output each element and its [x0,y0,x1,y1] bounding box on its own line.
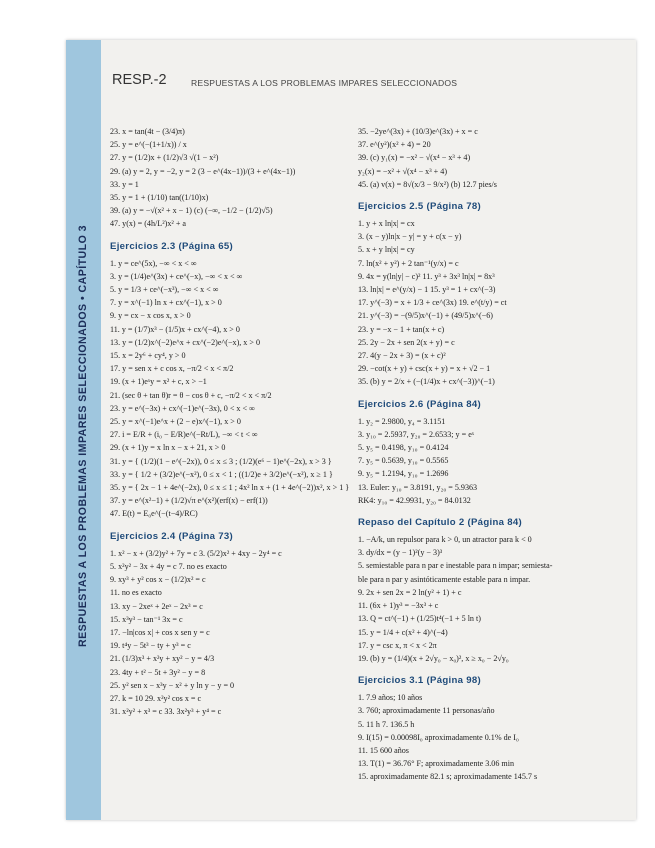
answer-line: 17. y^(−3) = x + 1/3 + ce^(3x) 19. e^(t/y) = ct [358,298,507,308]
answer-line: 29. (x + 1)y = x ln x − x + 21, x > 0 [110,443,226,453]
answer-line: RK4: y₁₀ = 42.9931, y₂₀ = 84.0132 [358,495,471,505]
answer-line: 13. Q = ct^(−1) + (1/25)t⁴(−1 + 5 ln t) [358,614,481,624]
answer-line: 35. y = { 2x − 1 + 4e^(−2x), 0 ≤ x ≤ 1 ; 4x² ln x + (1 + 4e^(−2))x², x > 1 } [110,483,350,493]
answer-line: 3. dy/dx = (y − 1)²(y − 3)³ [358,548,443,558]
answer-line: 25. y = x^(−1)e^x + (2 − e)x^(−1), x > 0 [110,417,241,427]
answer-line: 15. x = 2y⁶ + cy⁴, y > 0 [110,351,186,361]
answer-line: 5. semiestable para n par e inestable para n impar; semiesta- [358,561,553,571]
answer-line: 35. (b) y = 2/x + (−(1/4)x + cx^(−3))^(−1) [358,377,495,387]
answer-line: 17. y = csc x, π < x < 2π [358,640,437,650]
answer-line: 5. 11 h 7. 136.5 h [358,719,415,729]
answer-line: 13. y = (1/2)x^(−2)e^x + cx^(−2)e^(−x), x > 0 [110,337,261,347]
running-title: RESPUESTAS A LOS PROBLEMAS IMPARES SELECCIONADOS [191,78,458,88]
answer-line: 37. e^(y²)(x² + 4) = 20 [358,140,431,150]
answer-line: 27. k = 10 29. x²y² cos x = c [110,693,202,703]
side-tab [66,40,101,820]
answer-line: 9. y = cx − x cos x, x > 0 [110,311,191,321]
answer-line: 15. x³y³ − tan⁻¹ 3x = c [110,614,183,624]
answer-line: 11. (6x + 1)y³ = −3x³ + c [358,601,439,611]
answer-line: 3. y₁₀ = 2.5937, y₂₀ = 2.6533; y = eˣ [358,429,475,439]
answer-line: 11. no es exacto [110,588,162,598]
answer-line: 33. y = 1 [110,179,139,189]
answer-line: 5. x + y ln|x| = cy [358,245,415,255]
answer-line: 7. y = x^(−1) ln x + cx^(−1), x > 0 [110,298,222,308]
left-column [110,125,365,718]
section-heading: Repaso del Capítulo 2 (Página 84) [358,517,522,529]
answer-line: 3. (x − y)ln|x − y| = y + c(x − y) [358,232,462,242]
answer-line: 15. aproximadamente 82.1 s; aproximadamente 145.7 s [358,772,538,782]
book-page [66,40,636,820]
answer-line: 27. i = E/R + (i₀ − E/R)e^(−Rt/L), −∞ < t < ∞ [110,430,258,440]
answer-line: 47. y(x) = (4h/L²)x² + a [110,219,187,229]
answer-line: 21. (1/3)x³ + x²y + xy² − y = 4/3 [110,654,215,664]
answer-line: 39. (c) y₁(x) = −x² − √(x⁴ − x³ + 4) [358,153,471,163]
answer-line: 11. 15 600 años [358,745,409,755]
answer-line: 13. xy − 2xeˣ + 2eˣ − 2x³ = c [110,601,203,611]
answer-line: 1. y = ce^(5x), −∞ < x < ∞ [110,258,197,268]
answer-line: 21. (sec θ + tan θ)r = θ − cos θ + c, −π/2 < x < π/2 [110,390,272,400]
answer-line: 9. I(15) = 0.00098I₀ aproximadamente 0.1% de I₀ [358,732,519,742]
answer-line: 15. y = 1/4 + c(x² + 4)^(−4) [358,627,448,637]
answer-line: 5. y = 1/3 + ce^(−x³), −∞ < x < ∞ [110,285,219,295]
answer-line: 39. (a) y = −√(x² + x − 1) (c) (−∞, −1/2 − (1/2)√5) [110,206,273,216]
section-heading: Ejercicios 2.6 (Página 84) [358,398,481,410]
page-code: RESP.-2 [112,72,167,88]
answer-line: 31. y = { (1/2)(1 − e^(−2x)), 0 ≤ x ≤ 3 ; (1/2)(e⁶ − 1)e^(−2x), x > 3 } [110,456,332,466]
answer-line: 13. T(1) = 36.76° F; aproximadamente 3.06 min [358,759,515,769]
answer-line: 25. y² sen x − x³y − x² + y ln y − y = 0 [110,680,235,690]
answer-line: 1. y + x ln|x| = cx [358,219,415,229]
answer-line: 23. y = −x − 1 + tan(x + c) [358,324,445,334]
answer-line: 9. 2x + sen 2x = 2 ln(y² + 1) + c [358,587,462,597]
answer-line: 9. y₅ = 1.2194, y₁₀ = 1.2696 [358,469,449,479]
answer-line: 23. y = e^(−3x) + cx^(−1)e^(−3x), 0 < x < ∞ [110,403,255,413]
answer-line: 9. 4x = y(ln|y| − c)² 11. y³ + 3x³ ln|x| = 8x³ [358,271,495,281]
answer-line: 25. 2y − 2x + sen 2(x + y) = c [358,337,455,347]
answer-line: 27. 4(y − 2x + 3) = (x + c)² [358,351,446,361]
right-column [358,125,630,784]
section-heading: Ejercicios 2.3 (Página 65) [110,240,233,252]
answer-line: 29. −cot(x + y) + csc(x + y) = x + √2 − 1 [358,364,491,374]
answer-line: 5. x²y² − 3x + 4y = c 7. no es exacto [110,561,227,571]
answer-line: 7. y₅ = 0.5639, y₁₀ = 0.5565 [358,456,449,466]
answer-line: 45. (a) v(x) = 8√(x/3 − 9/x²) (b) 12.7 pies/s [358,179,497,189]
answer-line: 19. (b) y = (1/4)(x + 2√y₀ − x₀)², x ≥ x₀ − 2√y₀ [358,653,509,663]
answer-line: 25. y = e^(−(1+1/x)) / x [110,140,187,150]
answer-line: 31. x²y² + x³ = c 33. 3x²y³ + y⁴ = c [110,707,222,717]
answer-line: 7. ln(x² + y²) + 2 tan⁻¹(y/x) = c [358,258,459,268]
section-heading: Ejercicios 2.5 (Página 78) [358,201,481,213]
section-heading: Ejercicios 3.1 (Página 98) [358,675,481,687]
answer-line: 37. y = e^(x²−1) + (1/2)√π e^(x²)(erf(x) − erf(1)) [110,496,268,506]
answer-line: 27. y = (1/2)x + (1/2)√3 √(1 − x²) [110,153,219,163]
answer-line: 5. y₅ = 0.4198, y₁₀ = 0.4124 [358,443,449,453]
answer-line: 35. y = 1 + (1/10) tan((1/10)x) [110,193,209,203]
answer-line: 47. E(t) = E₀e^(−(t−4)/RC) [110,509,198,519]
answer-line: 19. (x + 1)eˣy = x² + c, x > −1 [110,377,207,387]
answer-line: ble para n par y asintóticamente estable para n impar. [358,574,531,584]
answer-line: 11. y = (1/7)x³ − (1/5)x + cx^(−4), x > 0 [110,324,240,334]
answer-line: 29. (a) y = 2, y = −2, y = 2 (3 − e^(4x−1))/(3 + e^(4x−1)) [110,166,296,176]
answer-line: 9. xy³ + y² cos x − (1/2)x² = c [110,575,206,585]
answer-line: 1. x² − x + (3/2)y² + 7y = c 3. (5/2)x² + 4xy − 2y⁴ = c [110,548,282,558]
answer-line: 17. y = sen x + c cos x, −π/2 < x < π/2 [110,364,234,374]
answer-line: 33. y = { 1/2 + (3/2)e^(−x²), 0 ≤ x < 1 ; ((1/2)e + 3/2)e^(−x²), x ≥ 1 } [110,469,333,479]
answer-line: 1. y₂ = 2.9800, y₄ = 3.1151 [358,416,446,426]
section-heading: Ejercicios 2.4 (Página 73) [110,530,233,542]
answer-line: 13. ln|x| = e^(y/x) − 1 15. y³ = 1 + cx^(−3) [358,285,496,295]
answer-line: 1. −A/k, un repulsor para k > 0, un atractor para k < 0 [358,535,532,545]
side-tab-text: RESPUESTAS A LOS PROBLEMAS IMPARES SELECCIONADOS • CAPÍTULO 3 [77,225,89,647]
answer-line: 13. Euler: y₁₀ = 3.8191, y₂₀ = 5.9363 [358,482,478,492]
answer-line: y₂(x) = −x² + √(x⁴ − x³ + 4) [358,166,448,176]
answer-line: 23. 4ty + t² − 5t + 3y² − y = 8 [110,667,206,677]
answer-line: 21. y^(−3) = −(9/5)x^(−1) + (49/5)x^(−6) [358,311,493,321]
answer-line: 3. 760; aproximadamente 11 personas/año [358,706,495,716]
answer-line: 17. −ln|cos x| + cos x sen y = c [110,627,210,637]
answer-line: 19. t⁴y − 5t³ − ty + y³ = c [110,641,191,651]
answer-line: 1. 7.9 años; 10 años [358,693,423,703]
answer-line: 3. y = (1/4)e^(3x) + ce^(−x), −∞ < x < ∞ [110,271,243,281]
answer-line: 23. x = tan(4t − (3/4)π) [110,127,185,136]
answer-line: 35. −2ye^(3x) + (10/3)e^(3x) + x = c [358,127,478,136]
